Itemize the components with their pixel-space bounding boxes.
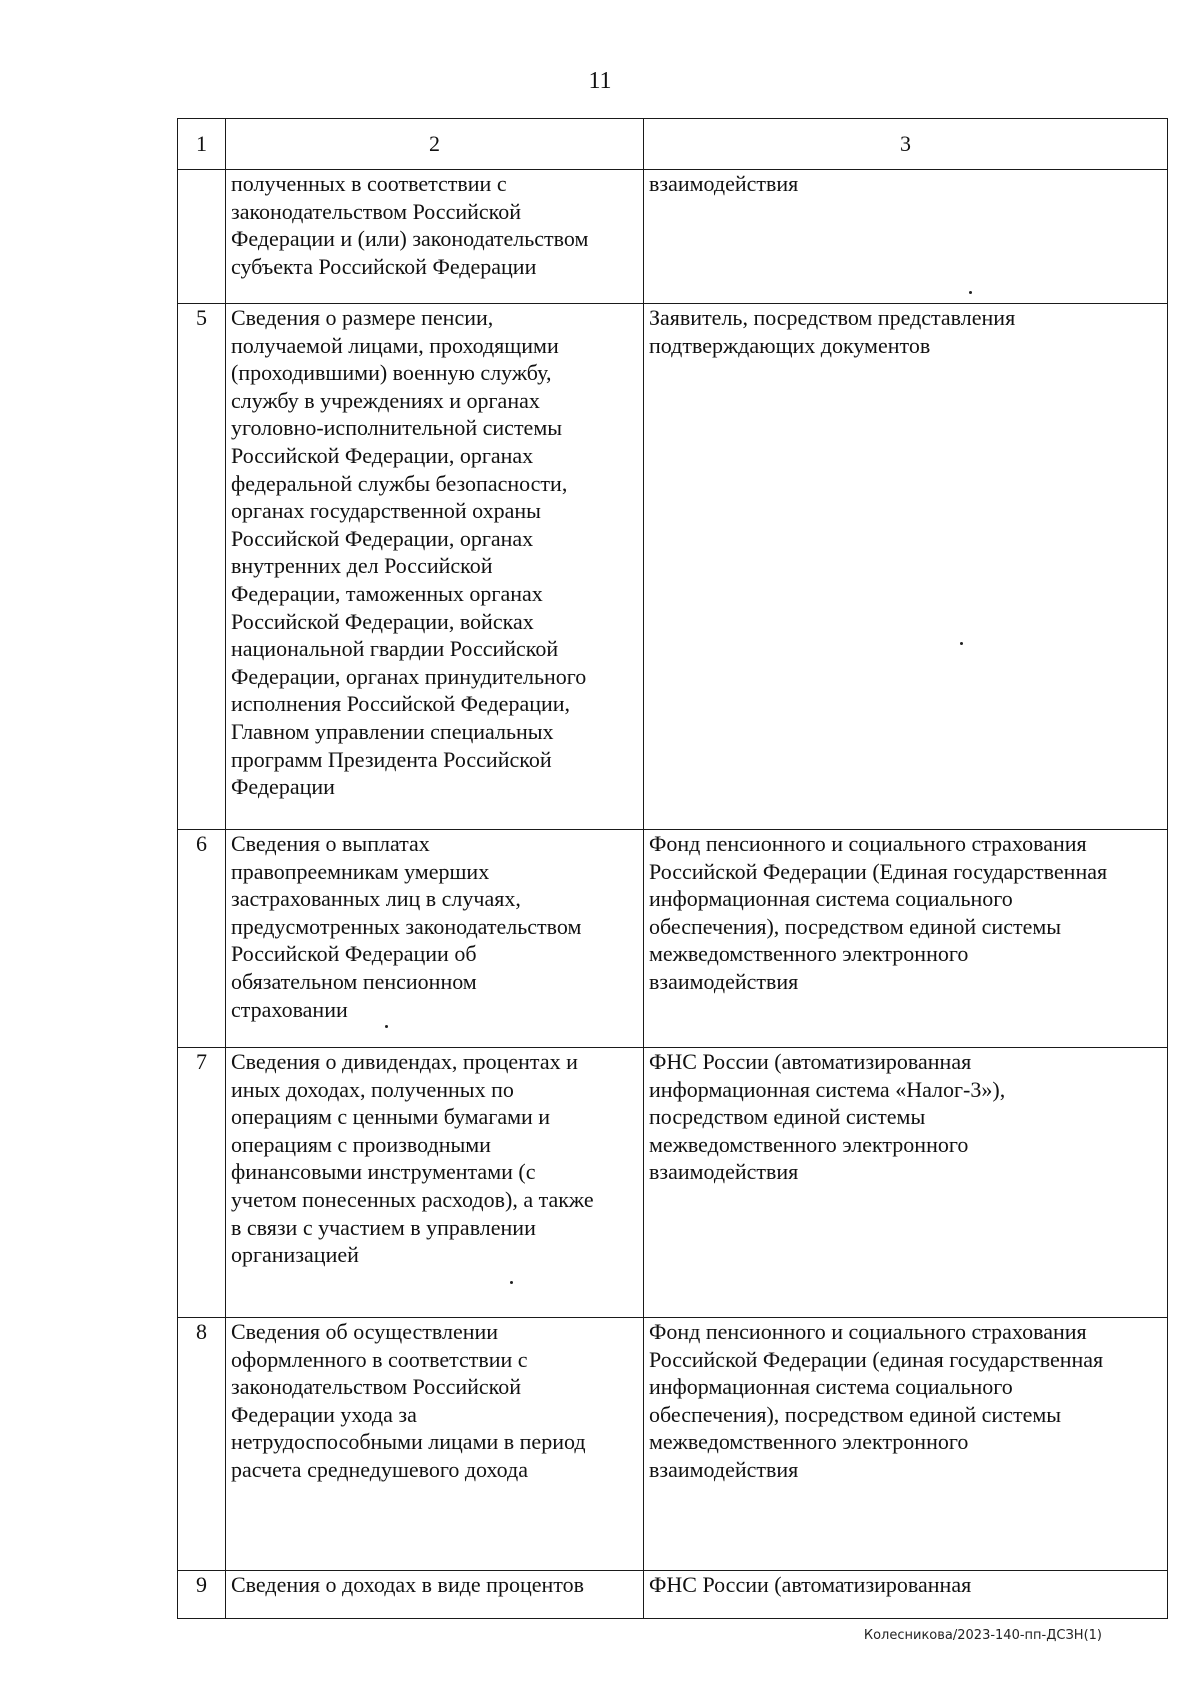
header-cell-3: 3 [644,119,1168,170]
text-line: Сведения о выплатах [231,831,430,856]
table-row [178,1048,1168,1318]
text-line: законодательством Российской [231,198,521,224]
source-cell [644,1318,1168,1571]
text-line: ФНС России (автоматизированная [649,1049,972,1074]
document-footer-id: Колесникова/2023-140-пп-ДСЗН(1) [863,1628,1102,1643]
information-cell [226,1571,644,1619]
table-header-row [178,119,1168,170]
scan-speck [385,1025,388,1028]
text-line: Российской Федерации об [231,941,477,967]
text-line: взаимодействия [649,171,799,196]
page-number: 11 [588,68,612,94]
text-line: Фонд пенсионного и социального страхования [649,1319,1087,1344]
text-line: операциям с производными [231,1131,491,1157]
text-line: Заявитель, посредством представления [649,305,1016,330]
information-cell [226,170,644,304]
text-line: получаемой лицами, проходящими [231,332,559,358]
table-row [178,304,1168,830]
text-line: полученных в соответствии с [231,171,507,196]
text-line: предусмотренных законодательством [231,913,582,939]
text-line: Российской Федерации (единая государственная [649,1346,1104,1372]
source-cell [644,1571,1168,1619]
text-line: органах государственной охраны [231,498,541,524]
text-line: законодательством Российской [231,1374,521,1400]
source-cell [644,1048,1168,1318]
text-line: Российской Федерации (Единая государственная [649,858,1108,884]
text-line: учетом понесенных расходов), а также [231,1186,594,1212]
text-line: межведомственного электронного [649,941,969,967]
information-cell [226,830,644,1048]
text-line: национальной гвардии Российской [231,636,559,662]
text-line: Федерации [231,774,335,800]
text-line: Федерации и (или) законодательством [231,226,589,252]
text-line: правопреемникам умерших [231,858,490,884]
header-cell-2: 2 [226,119,644,170]
table-row [178,1318,1168,1571]
text-line: субъекта Российской Федерации [231,253,537,279]
text-line: организацией [231,1242,359,1268]
text-line: взаимодействия [649,968,799,994]
text-line: (проходившими) военную службу, [231,360,552,386]
text-line: Федерации, таможенных органах [231,580,543,606]
text-line: Федерации ухода за [231,1401,417,1427]
row-number: 9 [178,1571,226,1619]
text-line: оформленного в соответствии с [231,1346,528,1372]
text-line: Сведения об осуществлении [231,1319,499,1344]
text-line: внутренних дел Российской [231,553,493,579]
source-cell [644,170,1168,304]
text-line: застрахованных лиц в случаях, [231,886,521,912]
scan-speck [969,291,972,294]
row-number: 8 [178,1318,226,1571]
text-line: межведомственного электронного [649,1429,969,1455]
text-line: обеспечения), посредством единой системы [649,1401,1062,1427]
information-cell [226,1318,644,1571]
text-line: Российской Федерации, войсках [231,608,534,634]
header-cell-1: 1 [178,119,226,170]
row-number: 5 [178,304,226,830]
text-line: Российской Федерации, органах [231,525,534,551]
information-cell [226,1048,644,1318]
row-number [178,170,226,304]
text-line: информационная система «Налог-3»), [649,1076,1006,1102]
text-line: взаимодействия [649,1456,799,1482]
row-number: 6 [178,830,226,1048]
text-line: подтверждающих документов [649,332,931,358]
table-row [178,170,1168,304]
text-line: Сведения о доходах в виде процентов [231,1572,584,1597]
text-line: Федерации, органах принудительного [231,663,587,689]
text-line: программ Президента Российской [231,746,552,772]
text-line: Главном управлении специальных [231,718,554,744]
source-cell [644,304,1168,830]
text-line: взаимодействия [649,1159,799,1185]
text-line: Сведения о размере пенсии, [231,305,494,330]
text-line: иных доходах, полученных по [231,1076,514,1102]
text-line: Сведения о дивидендах, процентах и [231,1049,578,1074]
text-line: страховании [231,996,348,1022]
text-line: операциям с ценными бумагами и [231,1104,551,1130]
text-line: информационная система социального [649,886,1013,912]
text-line: Российской Федерации, органах [231,442,534,468]
text-line: межведомственного электронного [649,1131,969,1157]
text-line: в связи с участием в управлении [231,1214,536,1240]
text-line: службу в учреждениях и органах [231,387,540,413]
scan-speck [960,642,963,645]
scan-speck [510,1281,513,1284]
text-line: исполнения Российской Федерации, [231,691,571,717]
requirements-table [177,118,1168,1619]
text-line: посредством единой системы [649,1104,926,1130]
text-line: Фонд пенсионного и социального страхования [649,831,1087,856]
text-line: нетрудоспособными лицами в период [231,1429,586,1455]
text-line: финансовыми инструментами (с [231,1159,536,1185]
information-cell [226,304,644,830]
text-line: расчета среднедушевого дохода [231,1456,528,1482]
text-line: информационная система социального [649,1374,1013,1400]
text-line: уголовно-исполнительной системы [231,415,563,441]
source-cell [644,830,1168,1048]
row-number: 7 [178,1048,226,1318]
text-line: обеспечения), посредством единой системы [649,913,1062,939]
text-line: обязательном пенсионном [231,968,477,994]
table-row [178,830,1168,1048]
text-line: ФНС России (автоматизированная [649,1572,972,1597]
table-row [178,1571,1168,1619]
text-line: федеральной службы безопасности, [231,470,568,496]
